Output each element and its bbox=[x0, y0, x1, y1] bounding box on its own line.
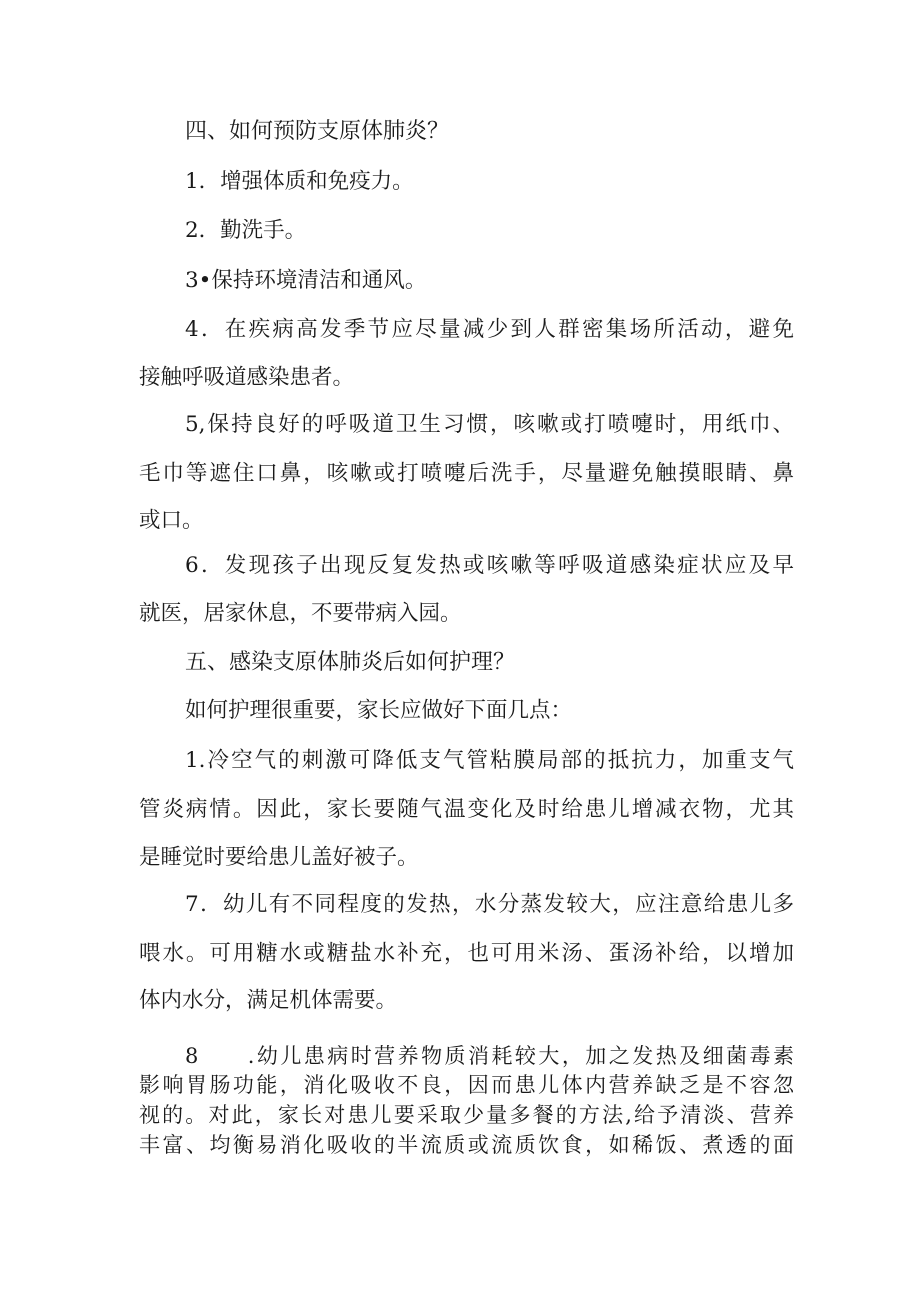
section-4-item-5-line-2: 毛巾等遮住口鼻，咳嗽或打喷嚏后洗手，尽量避免触摸眼睛、鼻 bbox=[139, 461, 794, 486]
section-5-intro: 如何护理很重要，家长应做好下面几点： bbox=[185, 698, 573, 723]
section-5-item-7-line-2: 喂水。可用糖水或糖盐水补充，也可用米汤、蛋汤补给，以增加 bbox=[139, 941, 794, 966]
section-4-item-1: 1．增强体质和免疫力。 bbox=[185, 169, 414, 194]
section-4-item-6-line-2: 就医，居家休息，不要带病入园。 bbox=[139, 601, 462, 626]
section-5-item-8-line-4: 丰富、均衡易消化吸收的半流质或流质饮食，如稀饭、煮透的面 bbox=[139, 1133, 794, 1157]
section-4-item-3: 3•保持环境清洁和通风。 bbox=[185, 268, 427, 293]
section-5-item-1-line-1: 1.冷空气的刺激可降低支气管粘膜局部的抵抗力，加重支气 bbox=[185, 748, 794, 773]
section-5-heading: 五、感染支原体肺炎后如何护理？ bbox=[185, 650, 516, 675]
section-5-item-8-line-2: 影响胃肠功能，消化吸收不良，因而患儿体内营养缺乏是不容忽 bbox=[139, 1073, 794, 1097]
section-4-item-4-line-1: 4．在疾病高发季节应尽量减少到人群密集场所活动，避免 bbox=[185, 317, 794, 342]
section-5-item-1-line-2: 管炎病情。因此，家长要随气温变化及时给患儿增减衣物，尤其 bbox=[139, 797, 794, 822]
section-5-item-7-line-1: 7．幼儿有不同程度的发热，水分蒸发较大，应注意给患儿多 bbox=[185, 892, 794, 917]
section-4-item-4-line-2: 接触呼吸道感染患者。 bbox=[139, 365, 355, 390]
section-4-item-5-line-1: 5,保持良好的呼吸道卫生习惯，咳嗽或打喷嚏时，用纸巾、 bbox=[185, 412, 794, 437]
section-5-item-8-line-3: 视的。对此，家长对患儿要采取少量多餐的方法,给予清淡、营养 bbox=[139, 1103, 794, 1127]
section-4-item-5-line-3: 或口。 bbox=[139, 508, 204, 533]
section-4-heading: 四、如何预防支原体肺炎？ bbox=[185, 119, 450, 144]
section-5-item-8-line-1: 8 .幼儿患病时营养物质消耗较大，加之发热及细菌毒素 bbox=[185, 1044, 794, 1068]
section-4-item-2: 2．勤洗手。 bbox=[185, 218, 307, 243]
section-5-item-1-line-3: 是睡觉时要给患儿盖好被子。 bbox=[139, 845, 419, 870]
section-5-item-7-line-3: 体内水分，满足机体需要。 bbox=[139, 988, 398, 1013]
section-4-item-6-line-1: 6．发现孩子出现反复发热或咳嗽等呼吸道感染症状应及早 bbox=[185, 553, 794, 578]
